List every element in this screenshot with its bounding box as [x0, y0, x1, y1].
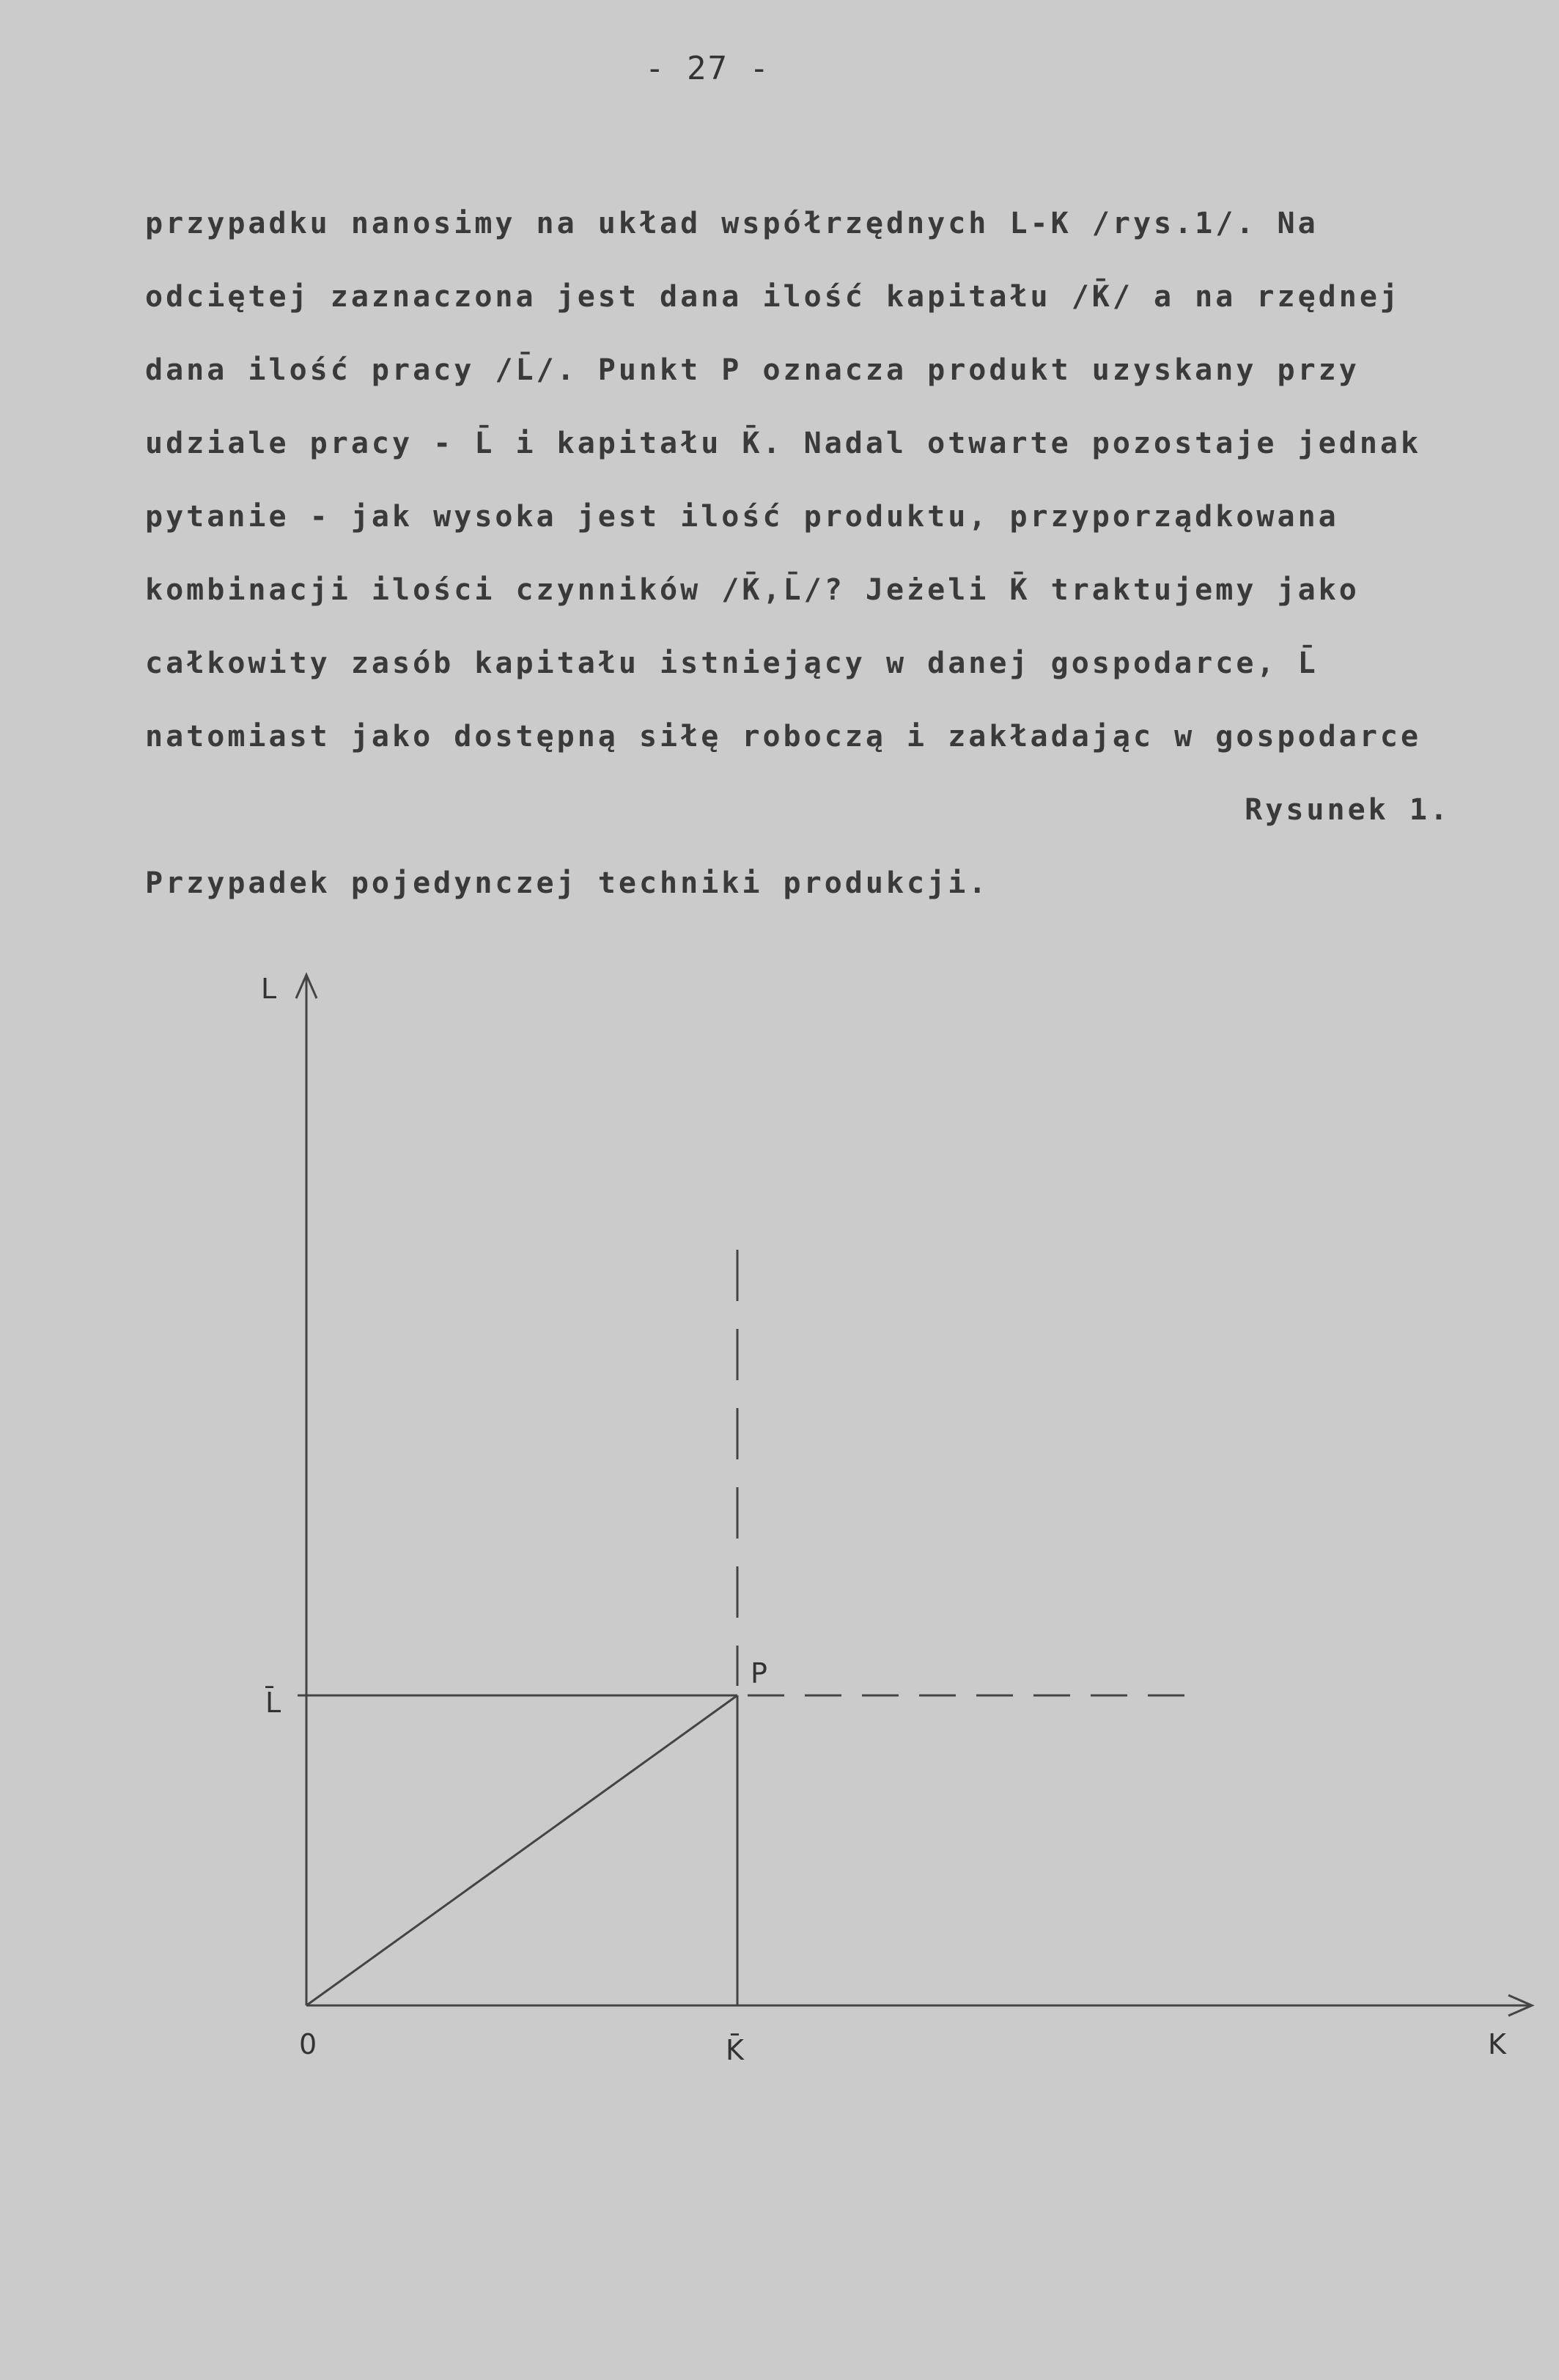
- figure-caption: Przypadek pojedynczej techniki produkcji.: [145, 866, 989, 900]
- axis-x-label: K: [1488, 2028, 1506, 2060]
- paragraph-line: udziale pracy - L̄ i kapitału K̄. Nadal otwarte pozostaje jednak: [145, 427, 1422, 460]
- axis-y-label: L: [261, 973, 277, 1005]
- figure-number: Rysunek 1.: [1245, 793, 1451, 827]
- labor-level-label: L̄: [265, 1687, 281, 1719]
- page-number: - 27 -: [645, 50, 770, 87]
- capital-level-label: K̄: [726, 2034, 744, 2066]
- paragraph-line: dana ilość pracy /L̄/. Punkt P oznacza produkt uzyskany przy: [145, 353, 1360, 387]
- paragraph-line: całkowity zasób kapitału istniejący w danej gospodarce, L̄: [145, 646, 1319, 680]
- paragraph-line: kombinacji ilości czynników /K̄,L̄/? Jeżeli K̄ traktujemy jako: [145, 573, 1360, 607]
- paragraph-line: pytanie - jak wysoka jest ilość produktu, przyporządkowana: [145, 500, 1339, 534]
- paragraph-line: odciętej zaznaczona jest dana ilość kapitału /K̄/ a na rzędnej: [145, 280, 1401, 314]
- paragraph-line: natomiast jako dostępną siłę roboczą i zakładając w gospodarce: [145, 720, 1422, 754]
- origin-label: 0: [299, 2028, 317, 2060]
- ray-to-p: [306, 1695, 737, 2005]
- paragraph-line: przypadku nanosimy na układ współrzędnych L-K /rys.1/. Na: [145, 207, 1319, 240]
- point-p-label: P: [751, 1657, 767, 1690]
